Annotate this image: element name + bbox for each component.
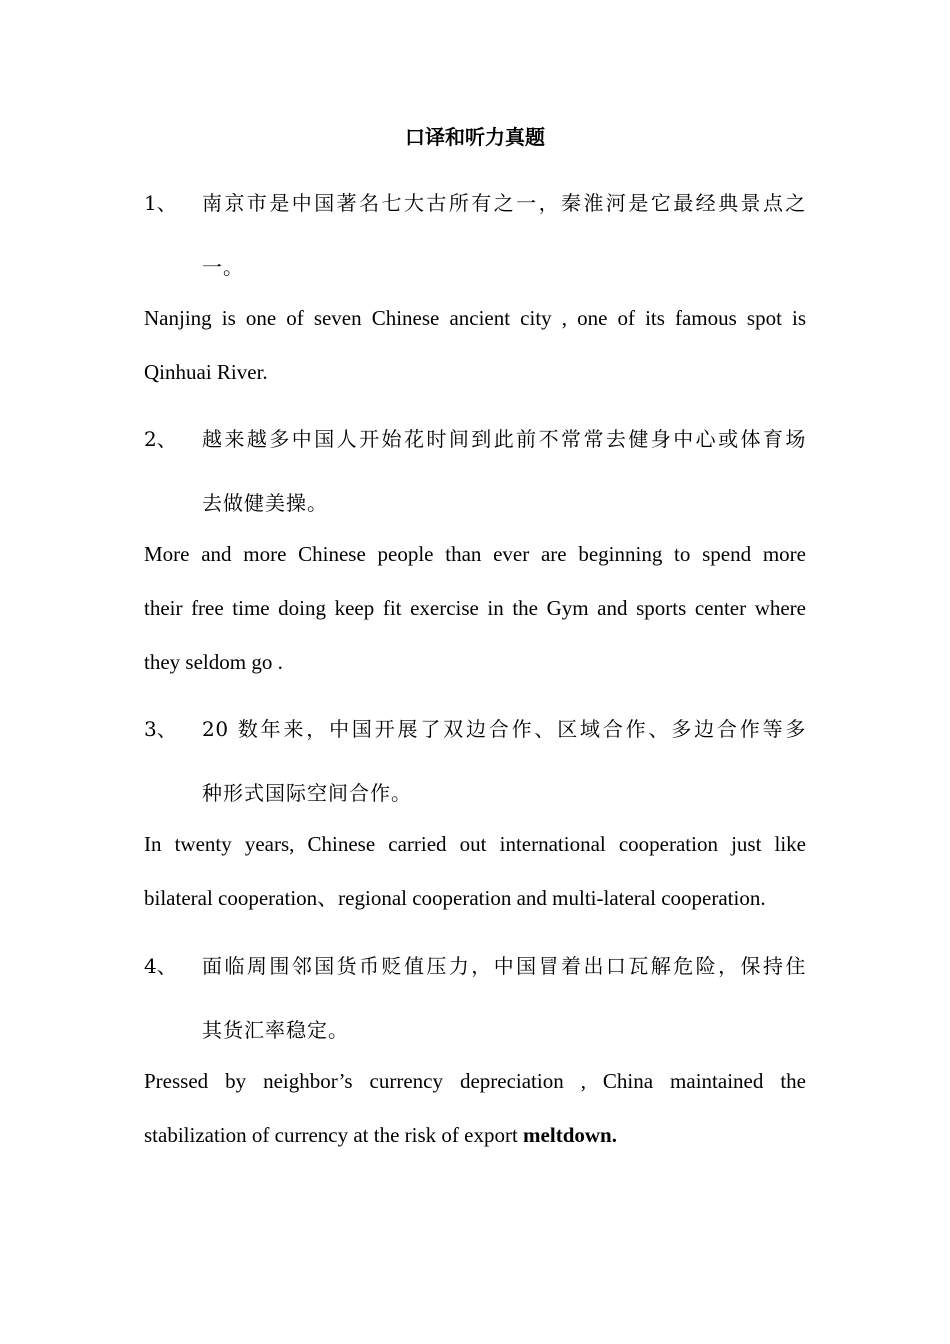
question-4-english-line-2-text: stabilization of currency at the risk of export: [144, 1123, 524, 1147]
question-2-chinese-line-2: 去做健美操。: [202, 491, 328, 515]
question-3-english-line-2: bilateral cooperation、regional cooperation and multi-lateral cooperation.: [144, 886, 766, 910]
question-1-english-line-2: Qinhuai River.: [144, 360, 268, 384]
question-3-chinese-line-2: 种形式国际空间合作。: [202, 781, 412, 805]
question-4-chinese-line-1: 面临周围邻国货币贬值压力，中国冒着出口瓦解危险，保持住: [202, 954, 806, 978]
document-page: [144, 0, 806, 1344]
question-4-chinese-line-2: 其货汇率稳定。: [202, 1018, 349, 1042]
question-4-english-line-1: Pressed by neighbor’s currency depreciation , China maintained the: [144, 1069, 806, 1093]
question-2-number: 2、: [144, 427, 177, 451]
question-1-chinese-line-1: 南京市是中国著名七大古所有之一，秦淮河是它最经典景点之: [202, 191, 806, 215]
question-4-bold-word: meltdown.: [523, 1123, 617, 1147]
question-1-english-line-1: Nanjing is one of seven Chinese ancient city , one of its famous spot is: [144, 306, 806, 330]
question-2-english-line-1: More and more Chinese people than ever are beginning to spend more: [144, 542, 806, 566]
question-3-chinese-line-1: 20 数年来，中国开展了双边合作、区域合作、多边合作等多: [202, 717, 806, 741]
question-3-number: 3、: [144, 717, 177, 741]
question-4-number: 4、: [144, 954, 177, 978]
question-4-english-line-2: [144, 1122, 806, 1148]
question-2-english-line-2: their free time doing keep fit exercise in the Gym and sports center where: [144, 596, 806, 620]
question-2-english-line-3: they seldom go .: [144, 650, 283, 674]
question-3-english-line-1: In twenty years, Chinese carried out international cooperation just like: [144, 832, 806, 856]
question-2-chinese-line-1: 越来越多中国人开始花时间到此前不常常去健身中心或体育场: [202, 427, 806, 451]
question-1-chinese-line-2: 一。: [202, 255, 244, 279]
question-1-number: 1、: [144, 191, 177, 215]
page-title: 口译和听力真题: [405, 125, 545, 149]
